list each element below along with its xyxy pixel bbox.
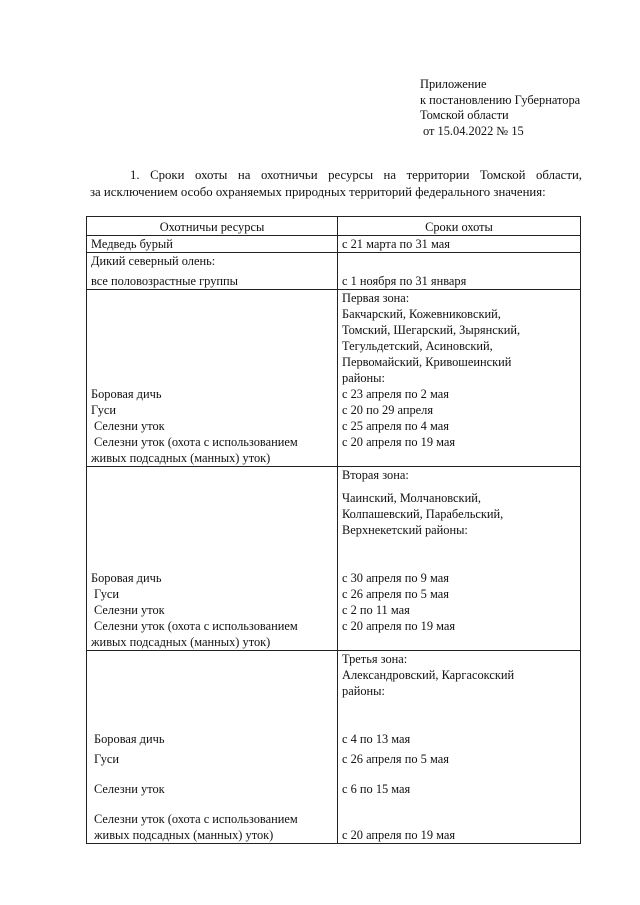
period-cell: с 1 ноября по 31 января (338, 253, 581, 290)
zone-1-periods (338, 290, 581, 467)
resource-line: живых подсадных (манных) уток) (91, 635, 271, 649)
district-line: Колпашевский, Парабельский, (342, 507, 504, 521)
zone-3-resources (87, 651, 338, 844)
resource-cell (87, 253, 338, 290)
resource-line: Селезни уток (охота с использованием (94, 812, 298, 826)
zone-1-resources (87, 290, 338, 467)
district-line: районы: (342, 684, 385, 698)
district-line: Первомайский, Кривошеинский (342, 355, 512, 369)
period-line: с 25 апреля по 4 мая (342, 419, 449, 433)
heading-line-2: за исключением особо охраняемых природных территорий федерального значения: (90, 185, 546, 199)
zone-3-block (87, 651, 581, 844)
resource-line: Гуси (94, 752, 120, 766)
zone-title: Первая зона: (342, 291, 410, 305)
zone-2-block (87, 467, 581, 651)
deer-title: Дикий северный олень: (91, 254, 216, 268)
period-cell: с 21 марта по 31 мая (338, 236, 581, 253)
table-row (87, 253, 581, 290)
district-line: Верхнекетский районы: (342, 523, 468, 537)
resource-line: Боровая дичь (91, 571, 162, 585)
header-periods: Сроки охоты (338, 217, 581, 236)
zone-title: Третья зона: (342, 652, 408, 666)
table-header-row (87, 217, 581, 236)
period-line: с 26 апреля по 5 мая (342, 752, 449, 766)
district-line: Чаинский, Молчановский, (342, 491, 481, 505)
header-resources: Охотничьи ресурсы (87, 217, 338, 236)
zone-1-block (87, 290, 581, 467)
resource-line: Селезни уток (охота с использованием (94, 435, 298, 449)
appendix-region: Томской области (420, 108, 509, 122)
zone-title: Вторая зона: (342, 468, 409, 482)
district-line: районы: (342, 371, 385, 385)
section-heading (90, 167, 582, 201)
appendix-decree: к постановлению Губернатора (420, 92, 581, 107)
resource-line: Селезни уток (охота с использованием (94, 619, 298, 633)
district-line: Томский, Шегарский, Зырянский, (342, 323, 521, 337)
period-line: с 4 по 13 мая (342, 732, 411, 746)
district-line: Бакчарский, Кожевниковский, (342, 307, 501, 321)
period-line: с 26 апреля по 5 мая (342, 587, 449, 601)
deer-group: все половозрастные группы (91, 274, 238, 288)
resource-line: Селезни уток (94, 782, 165, 796)
resource-line: Боровая дичь (91, 387, 162, 401)
period-line: с 20 апреля по 19 мая (342, 435, 456, 449)
table-row (87, 236, 581, 253)
period-line: с 20 по 29 апреля (342, 403, 434, 417)
heading-line-1: 1. Сроки охоты на охотничьи ресурсы на территории Томской области, (130, 168, 582, 182)
zone-2-periods (338, 467, 581, 651)
period-line: с 30 апреля по 9 мая (342, 571, 449, 585)
resource-line: Гуси (91, 403, 117, 417)
resource-line: Гуси (94, 587, 120, 601)
zone-2-resources (87, 467, 338, 651)
period-line: с 20 апреля по 19 мая (342, 828, 456, 842)
period-line: с 2 по 11 мая (342, 603, 410, 617)
zone-3-periods (338, 651, 581, 844)
district-line: Александровский, Каргасокский (342, 668, 515, 682)
appendix-date: от 15.04.2022 № 15 (423, 123, 524, 138)
period-line: с 23 апреля по 2 мая (342, 387, 449, 401)
resource-cell: Медведь бурый (87, 236, 338, 253)
resource-line: живых подсадных (манных) уток) (91, 451, 271, 465)
hunting-periods-table (86, 216, 581, 844)
district-line: Тегульдетский, Асиновский, (342, 339, 493, 353)
period-line: с 20 апреля по 19 мая (342, 619, 456, 633)
resource-line: Боровая дичь (94, 732, 165, 746)
appendix-title: Приложение (420, 77, 487, 91)
period-line: с 6 по 15 мая (342, 782, 411, 796)
resource-line: Селезни уток (94, 419, 165, 433)
appendix-block (420, 77, 580, 139)
resource-line: Селезни уток (94, 603, 165, 617)
resource-line: живых подсадных (манных) уток) (94, 828, 274, 842)
